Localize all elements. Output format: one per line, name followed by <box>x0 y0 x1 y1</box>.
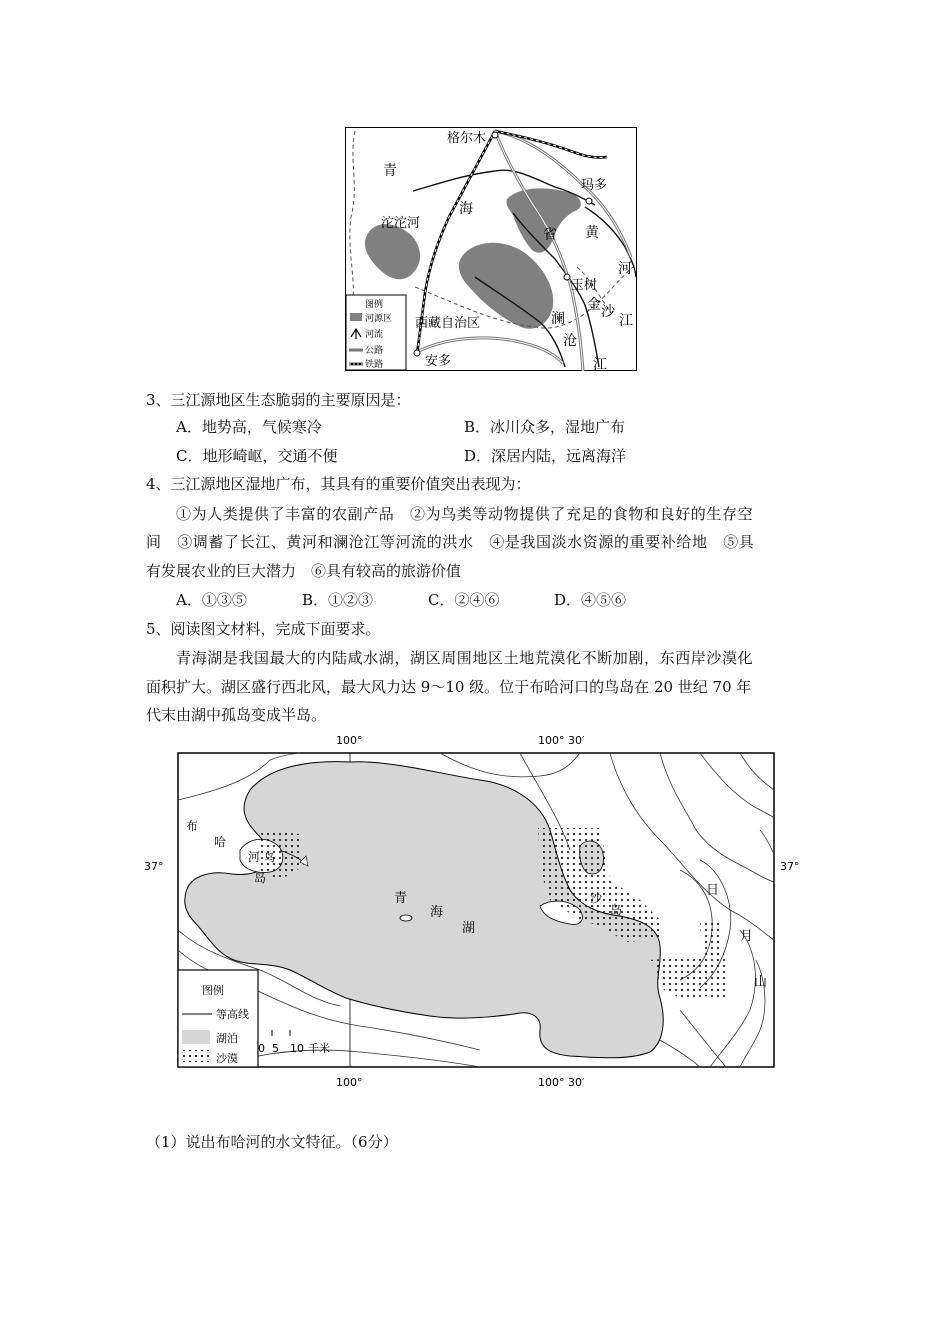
q4-option-a: A．①③⑤ <box>176 591 247 609</box>
q4-option-b: B．①②③ <box>302 591 374 609</box>
q5-stem: 5、阅读图文材料，完成下面要求。 <box>146 620 381 638</box>
scale-tick-5: 5 <box>272 1042 279 1055</box>
label-niao: 鸟 <box>264 851 275 864</box>
label-sheng: 省 <box>543 227 557 243</box>
top-lon-100-30: 100° 30′ <box>538 734 585 747</box>
label-sha: 沙 <box>590 891 603 905</box>
map2-legend-lake: 湖泊 <box>216 1032 238 1045</box>
label-sha: 沙 <box>601 304 615 320</box>
bottom-lon-100: 100° <box>336 1076 363 1089</box>
q3-option-a: A．地势高，气候寒冷 <box>176 418 322 436</box>
label-ha: 哈 <box>214 835 227 849</box>
map1-legend-title: 图例 <box>365 300 384 310</box>
map1-legend <box>346 295 406 370</box>
label-dao: 岛 <box>254 871 267 885</box>
label-tuotuo: 沱沱河 <box>381 216 421 231</box>
q4-line3: 有发展农业的巨大潜力 ⑥具有较高的旅游价值 <box>146 562 462 580</box>
q4-option-c: C．②④⑥ <box>428 591 500 609</box>
label-hu: 湖 <box>462 921 476 936</box>
map2-legend-title: 图例 <box>202 984 224 997</box>
lat-left-37: 37° <box>144 860 164 873</box>
label-bu: 布 <box>186 819 199 833</box>
q5-sub-question-1: （1）说出布哈河的水文特征。（6分） <box>146 1133 398 1151</box>
q5-paragraph-line3: 代末由湖中孤岛变成半岛。 <box>146 706 327 724</box>
lat-right-37: 37° <box>780 860 800 873</box>
q5-paragraph-line1: 青海湖是我国最大的内陆咸水湖，湖区周围地区土地荒漠化不断加剧，东西岸沙漠化 <box>176 649 754 667</box>
map2-legend-desert: 沙漠 <box>216 1052 238 1065</box>
q4-stem: 4、三江源地区湿地广布，其具有的重要价值突出表现为： <box>146 475 531 493</box>
label-geermu: 格尔木 <box>447 131 487 146</box>
q4-line2: 间 ③调蓄了长江、黄河和澜沧江等河流的洪水 ④是我国淡水资源的重要补给地 ⑤具 <box>146 533 755 551</box>
label-maduo: 玛多 <box>581 178 608 193</box>
label-he: 河 <box>618 261 632 277</box>
label-jiang1: 江 <box>619 313 633 329</box>
label-cang: 沧 <box>563 333 577 349</box>
top-lon-100: 100° <box>336 734 363 747</box>
map2-legend-contour: 等高线 <box>216 1008 249 1021</box>
q4-line1: ①为人类提供了丰富的农副产品 ②为鸟类等动物提供了充足的食物和良好的生存空 <box>176 505 754 523</box>
label-qing: 青 <box>383 163 397 179</box>
q3-option-b: B．冰川众多，湿地广布 <box>464 418 626 436</box>
label-dao2: 岛 <box>610 903 623 917</box>
label-hai: 海 <box>459 201 473 217</box>
map1-legend-source: 河源区 <box>365 314 393 324</box>
q3-option-c: C．地形崎岖，交通不便 <box>176 447 338 465</box>
qinghai-lake-map <box>140 730 820 1090</box>
label-qing: 青 <box>394 891 408 906</box>
label-yushu: 玉树 <box>571 278 598 293</box>
sanjiangyuan-map <box>345 127 637 371</box>
label-ri: 日 <box>706 883 720 898</box>
label-xizang: 西藏自治区 <box>415 316 481 331</box>
q4-option-d: D．④⑤⑥ <box>554 591 627 609</box>
label-he: 河 <box>248 850 261 864</box>
map2-legend <box>178 970 258 1067</box>
label-yue: 月 <box>740 929 754 944</box>
q3-option-d: D．深居内陆，远离海洋 <box>464 447 627 465</box>
scale-unit: 千米 <box>308 1042 330 1055</box>
label-shan: 山 <box>754 975 768 990</box>
map1-legend-river: 河流 <box>365 330 384 340</box>
q5-paragraph-line2: 面积扩大。湖区盛行西北风，最大风力达 9～10 级。位于布哈河口的鸟岛在 20 世纪 70 年 <box>146 678 752 696</box>
bottom-lon-100-30: 100° 30′ <box>538 1076 585 1089</box>
q3-stem: 3、三江源地区生态脆弱的主要原因是： <box>146 391 411 409</box>
map1-legend-road: 公路 <box>365 346 384 356</box>
label-lan: 澜 <box>551 311 565 327</box>
label-huang: 黄 <box>585 225 599 241</box>
label-jiang2: 江 <box>593 357 607 371</box>
label-hai: 海 <box>430 905 444 920</box>
scale-tick-10: 10 <box>290 1042 304 1055</box>
label-anduo: 安多 <box>425 354 452 369</box>
map1-legend-rail: 铁路 <box>365 360 384 370</box>
scale-tick-0: 0 <box>258 1042 265 1055</box>
label-jin: 金 <box>587 297 601 313</box>
